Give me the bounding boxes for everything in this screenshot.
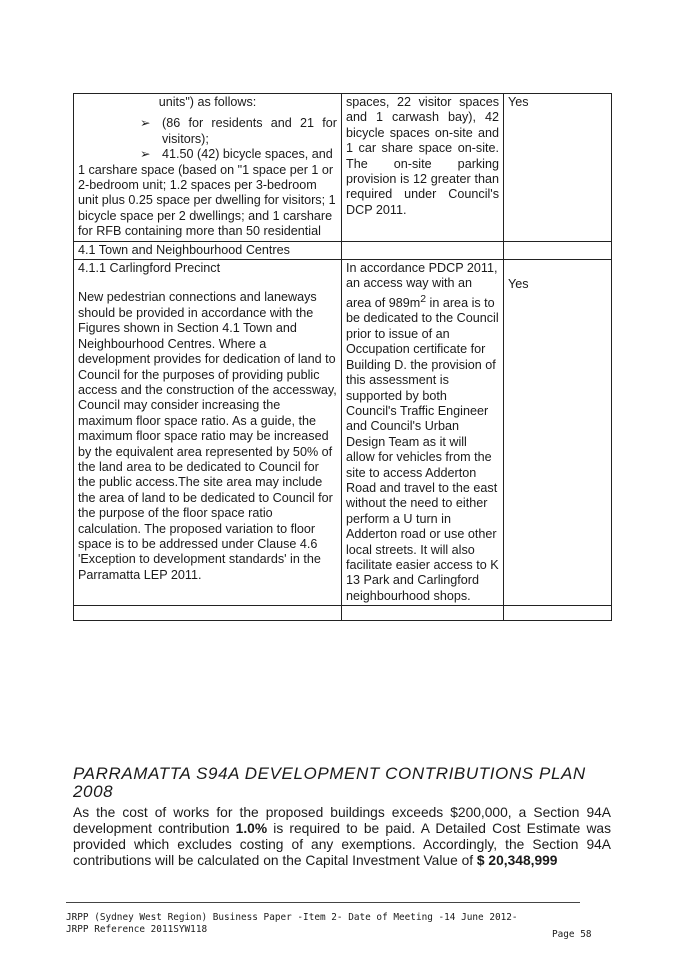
arrow-bullet-icon: ➢ [140, 116, 151, 131]
footer-line: JRPP (Sydney West Region) Business Paper -Item 2- Date of Meeting -14 June 2012- [66, 912, 518, 923]
control-intro: units") as follows: [158, 95, 257, 109]
bullet-item [140, 147, 337, 162]
proposal-cell [342, 260, 504, 606]
proposal-text-b: in area is to be dedicated to the Council prior to issue of an Occupation certificate for Building D. the provision of this assessment is supported by both Council's Traffic Engineer and Council's Urban Design Team as it will allow for vehicles from the site to access Adderton Road and travel to the east without the need to either perform a U turn in Adderton road or use other local streets. It will also facilitate easier access to K 13 Park and Carlingford neighbourhood shops. [346, 296, 499, 603]
control-cell [74, 94, 342, 242]
control-body: New pedestrian connections and laneways should be provided in accordance with the Figures shown in Section 4.1 Town and Neighbourhood Centres. Where a development provides for dedication of land to Council for the purposes of providing public access and the construction of the accessway, Council may consider increasing the maximum floor space ratio. As a guide, the maximum floor space ratio may be increased by the equivalent area represented by 50% of the land area to be dedicated to Council for the public access.The site area may include the area of land to be dedicated to Council for the purpose of the floor space ratio calculation. The proposed variation to floor space is to be addressed under Clause 4.6 'Exception to development standards' in the Parramatta LEP 2011. [78, 290, 337, 582]
precinct-subheading: 4.1.1 Carlingford Precinct [78, 261, 221, 276]
paragraph-text: is required to be paid. A Detailed Cost Estimate was provided which excludes costing of any exemptions. Accordingly, the Section 94A contributions will be calculated on the Capital Investment Value of [73, 821, 612, 868]
compliance-value: Yes [508, 277, 529, 292]
control-cell [74, 260, 342, 606]
arrow-bullet-icon: ➢ [140, 147, 151, 162]
empty-cell [504, 606, 612, 621]
empty-cell [504, 241, 612, 259]
section-heading-cell: 4.1 Town and Neighbourhood Centres [74, 241, 342, 259]
bullet-text: (86 for residents and 21 for visitors); [162, 116, 337, 146]
footer-reference [66, 912, 518, 936]
table-empty-row [74, 606, 612, 621]
contribution-paragraph [73, 805, 611, 869]
spacer [78, 276, 337, 290]
proposal-text-a: In accordance PDCP 2011, an access way with an area of 989m [346, 261, 498, 311]
table-row-carlingford [74, 260, 612, 606]
section-heading: PARRAMATTA S94A DEVELOPMENT CONTRIBUTIONS PLAN 2008 [73, 764, 586, 801]
empty-cell [342, 241, 504, 259]
proposal-cell: spaces, 22 visitor spaces and 1 carwash bay), 42 bicycle spaces on-site and 1 car share space on-site. The on-site parking provision is 12 greater than required under Council's DCP 2011. [342, 94, 504, 242]
table-section-heading-row [74, 241, 612, 259]
bullet-list [78, 116, 337, 162]
contribution-rate: 1.0% [235, 821, 268, 836]
capital-investment-value: $ 20,348,999 [476, 853, 558, 868]
paragraph-text: As the cost of works for the proposed buildings exceeds $200,000, a Section 94A development contribution [73, 805, 611, 836]
bullet-item [140, 116, 337, 147]
footer-line: JRPP Reference 2011SYW118 [66, 924, 208, 935]
page-number: Page 58 [552, 929, 592, 940]
footer-divider [66, 902, 580, 903]
empty-cell [342, 606, 504, 621]
table-row-parking [74, 94, 612, 242]
empty-cell [74, 606, 342, 621]
compliance-cell: Yes [504, 94, 612, 242]
bullet-text: 41.50 (42) bicycle spaces, and [162, 147, 333, 162]
compliance-cell [504, 260, 612, 606]
superscript: 2 [420, 292, 427, 305]
control-tail: 1 carshare space (based on "1 space per 1 or 2-bedroom unit; 1.2 spaces per 3-bedroom unit plus 0.25 space per dwelling for visitors; 1 bicycle space per 2 dwellings; and 1 carshare for RFB containing more than 50 residential [78, 162, 336, 239]
spacer [508, 261, 607, 277]
compliance-table [73, 93, 612, 621]
